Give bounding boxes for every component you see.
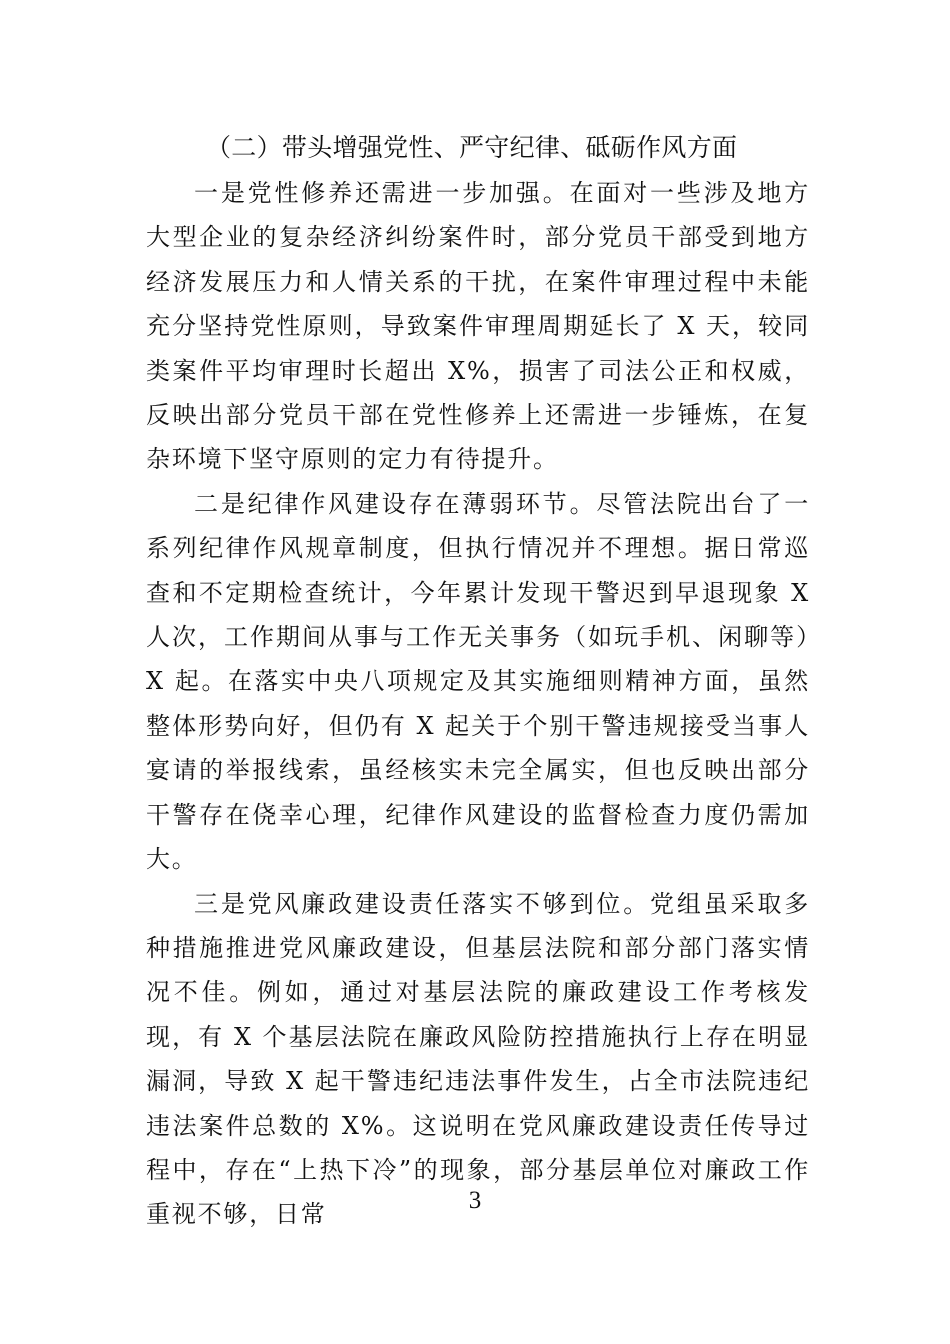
document-body <box>146 125 810 1237</box>
paragraph-integrity-responsibility: 三是党风廉政建设责任落实不够到位。党组虽采取多种措施推进党风廉政建设，但基层法院和部分部门落实情况不佳。例如，通过对基层法院的廉政建设工作考核发现，有 X 个基层法院在廉政风险防控措施执行上存在明显漏洞，导致 X 起干警违纪违法事件发生，占全市法院违纪违法案件总数的 X%。这说明在党风廉政建设责任传导过程中，存在“上热下冷”的现象，部分基层单位对廉政工作重视不够，日常 <box>146 889 810 1229</box>
paragraph-discipline-style: 二是纪律作风建设存在薄弱环节。尽管法院出台了一系列纪律作风规章制度，但执行情况并不理想。据日常巡查和不定期检查统计，今年累计发现干警迟到早退现象 X 人次，工作期间从事与工作无关事务（如玩手机、闲聊等）X 起。在落实中央八项规定及其实施细则精神方面，虽然整体形势向好，但仍有 X 起关于个别干警违规接受当事人宴请的举报线索，虽经核实未完全属实，但也反映出部分干警存在侥幸心理，纪律作风建设的监督检查力度仍需加大。 <box>146 489 810 874</box>
section-heading: （二）带头增强党性、严守纪律、砥砺作风方面 <box>206 133 738 162</box>
paragraph-party-spirit: 一是党性修养还需进一步加强。在面对一些涉及地方大型企业的复杂经济纠纷案件时，部分党员干部受到地方经济发展压力和人情关系的干扰，在案件审理过程中未能充分坚持党性原则，导致案件审理周期延长了 X 天，较同类案件平均审理时长超出 X%，损害了司法公正和权威，反映出部分党员干部在党性修养上还需进一步锤炼，在复杂环境下坚守原则的定力有待提升。 <box>146 179 810 474</box>
page-number: 3 <box>468 1187 482 1214</box>
